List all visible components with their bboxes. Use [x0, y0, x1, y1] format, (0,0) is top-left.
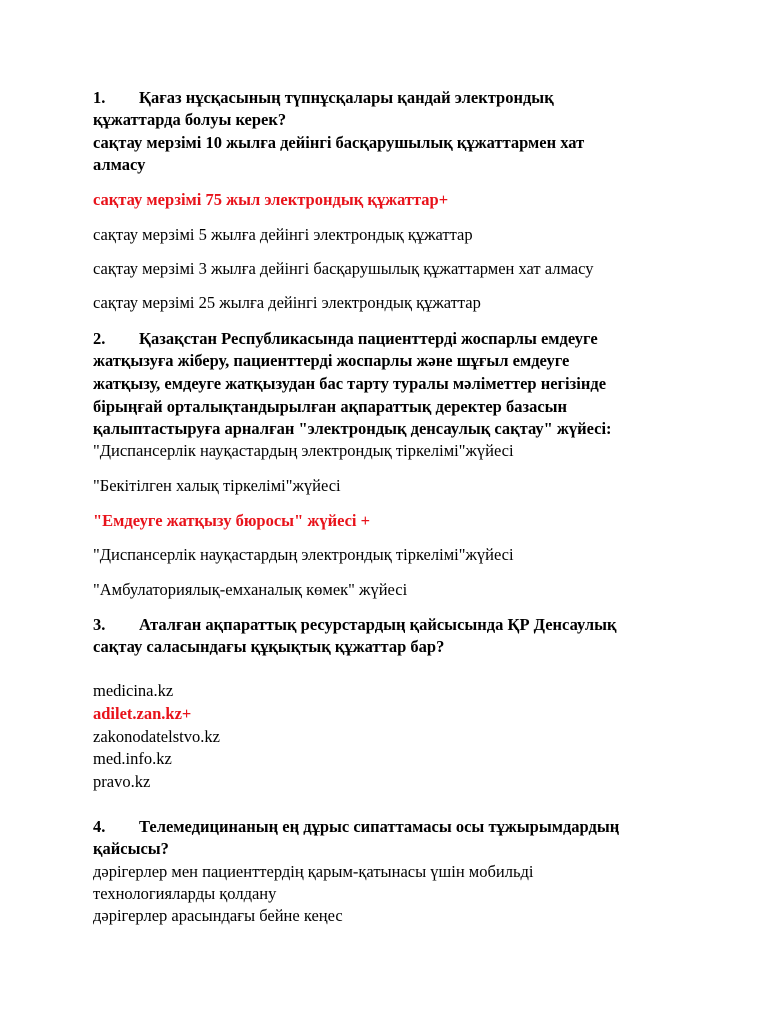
question-3-number: 3. — [93, 615, 106, 634]
question-4-option-2: дәрігерлер арасындағы бейне кеңес — [93, 906, 343, 925]
question-1-title-line-2: құжаттарда болуы керек? — [93, 110, 287, 129]
question-2-title-line-2: жатқызуға жіберу, пациенттерді жоспарлы және шұғыл емдеуге — [93, 351, 570, 370]
question-3-option-4: med.info.kz — [93, 749, 172, 768]
question-3-text: Аталған ақпараттық ресурстардың қайсысында ҚР Денсаулық — [139, 615, 617, 634]
question-3-option-5: pravo.kz — [93, 772, 151, 791]
question-4-number: 4. — [93, 817, 106, 836]
question-1-option-1-correct: сақтау мерзімі 75 жыл электрондық құжаттар+ — [93, 190, 449, 209]
question-3-title-line-1 — [93, 614, 616, 636]
question-1-number: 1. — [93, 88, 106, 107]
question-2-title-line-5: қалыптастыруға арналған "электрондық денсаулық сақтау" жүйесі: — [93, 419, 612, 438]
question-4-title-line-2: қайсысы? — [93, 839, 169, 858]
question-1-title-line-4: алмасу — [93, 155, 146, 174]
question-2-option-5: "Амбулаториялық-емханалық көмек" жүйесі — [93, 580, 408, 599]
question-2-title-line-1 — [93, 328, 598, 350]
question-3-title-line-2: сақтау саласындағы құқықтық құжаттар бар? — [93, 637, 445, 656]
question-2-title-line-4: бірыңғай орталықтандырылған ақпараттық деректер базасын — [93, 397, 568, 416]
question-1-option-2: сақтау мерзімі 5 жылға дейінгі электрондық құжаттар — [93, 225, 473, 244]
question-1-title-line-1 — [93, 87, 554, 109]
question-2-text: Қазақстан Республикасында пациенттерді жоспарлы емдеуге — [139, 329, 598, 348]
question-4-option-1-line-2: технологияларды қолдану — [93, 884, 277, 903]
question-2-title-line-3: жатқызу, емдеуге жатқызудан бас тарту туралы мәліметтер негізінде — [93, 374, 607, 393]
question-1-option-3: сақтау мерзімі 3 жылға дейінгі басқарушылық құжаттармен хат алмасу — [93, 259, 594, 278]
question-4-title-line-1 — [93, 816, 619, 838]
question-4-option-1-line-1: дәрігерлер мен пациенттердің қарым-қатынасы үшін мобильді — [93, 862, 534, 881]
question-3-option-3: zakonodatelstvo.kz — [93, 727, 220, 746]
question-1-title-line-3: сақтау мерзімі 10 жылға дейінгі басқарушылық құжаттармен хат — [93, 133, 585, 152]
question-2-number: 2. — [93, 329, 106, 348]
question-2-option-4: "Диспансерлік науқастардың электрондық тіркелімі"жүйесі — [93, 545, 514, 564]
question-3-option-1: medicina.kz — [93, 681, 174, 700]
question-2-option-1: "Диспансерлік науқастардың электрондық тіркелімі"жүйесі — [93, 441, 514, 460]
question-1-text: Қағаз нұсқасының түпнұсқалары қандай электрондық — [139, 88, 554, 107]
question-2-option-3-correct: "Емдеуге жатқызу бюросы" жүйесі + — [93, 511, 371, 530]
question-3-option-2-correct: adilet.zan.kz+ — [93, 704, 192, 723]
question-4-text: Телемедицинаның ең дұрыс сипаттамасы осы тұжырымдардың — [139, 817, 620, 836]
question-1-option-4: сақтау мерзімі 25 жылға дейінгі электрондық құжаттар — [93, 293, 481, 312]
question-2-option-2: "Бекітілген халық тіркелімі"жүйесі — [93, 476, 341, 495]
